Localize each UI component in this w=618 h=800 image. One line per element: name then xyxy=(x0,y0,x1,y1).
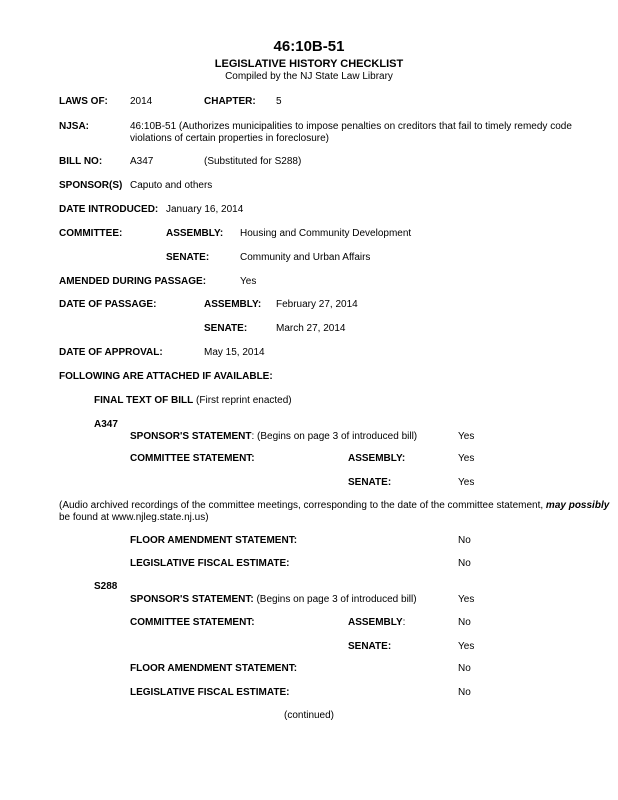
s288-assembly-colon: : xyxy=(402,617,406,628)
final-text-note: (First reprint enacted) xyxy=(196,395,292,406)
s288-floor-label: FLOOR AMENDMENT STATEMENT: xyxy=(130,663,298,674)
a347-sponsor-statement-label: SPONSOR'S STATEMENT xyxy=(130,431,252,442)
final-text-label: FINAL TEXT OF BILL xyxy=(94,395,194,406)
passage-assembly-label: ASSEMBLY: xyxy=(204,299,262,310)
a347-floor-label: FLOOR AMENDMENT STATEMENT: xyxy=(130,535,298,546)
s288-floor-value: No xyxy=(458,663,471,674)
bill-no-substituted: (Substituted for S288) xyxy=(204,156,302,167)
a347-assembly-value: Yes xyxy=(458,453,475,464)
s288-bill-label: S288 xyxy=(94,581,118,592)
a347-sponsor-statement-value: Yes xyxy=(458,431,475,442)
approval-value: May 15, 2014 xyxy=(204,347,265,358)
committee-senate-label: SENATE: xyxy=(166,252,210,263)
passage-assembly-value: February 27, 2014 xyxy=(276,299,358,310)
doc-title: LEGISLATIVE HISTORY CHECKLIST xyxy=(214,58,404,70)
a347-bill-label: A347 xyxy=(94,419,118,430)
s288-fiscal-label: LEGISLATIVE FISCAL ESTIMATE: xyxy=(130,687,290,698)
s288-senate-label: SENATE: xyxy=(348,641,392,652)
s288-assembly-value: No xyxy=(458,617,471,628)
a347-sponsor-statement xyxy=(130,431,417,443)
s288-sponsor-statement-note: (Begins on page 3 of introduced bill) xyxy=(253,594,417,605)
sponsors-value: Caputo and others xyxy=(130,180,213,191)
s288-sponsor-statement-value: Yes xyxy=(458,594,475,605)
s288-senate-value: Yes xyxy=(458,641,475,652)
a347-senate-label: SENATE: xyxy=(348,477,392,488)
bill-no-value: A347 xyxy=(130,156,154,167)
date-introduced-label: DATE INTRODUCED: xyxy=(59,204,159,215)
audio-note-line-2: be found at www.njleg.state.nj.us) xyxy=(59,512,209,523)
njsa-line-2: violations of certain properties in foreclosure) xyxy=(130,133,329,144)
njsa-label: NJSA: xyxy=(59,121,90,132)
chapter-label: CHAPTER: xyxy=(204,96,256,107)
s288-sponsor-statement xyxy=(130,594,417,606)
chapter-value: 5 xyxy=(276,96,282,107)
passage-senate-label: SENATE: xyxy=(204,323,248,334)
compiled-by: Compiled by the NJ State Law Library xyxy=(225,71,393,82)
laws-of-label: LAWS OF: xyxy=(59,96,108,107)
passage-label: DATE OF PASSAGE: xyxy=(59,299,157,310)
final-text-row xyxy=(94,395,292,407)
sponsors-label: SPONSOR(S) xyxy=(59,180,123,191)
statute-title: 46:10B-51 xyxy=(273,38,345,55)
a347-assembly-label: ASSEMBLY: xyxy=(348,453,406,464)
audio-note-line-1 xyxy=(59,500,609,512)
committee-senate-value: Community and Urban Affairs xyxy=(240,252,371,263)
audio-note-text: (Audio archived recordings of the committee meetings, corresponding to the date of the committee statement, xyxy=(59,500,546,511)
committee-label: COMMITTEE: xyxy=(59,228,123,239)
a347-fiscal-label: LEGISLATIVE FISCAL ESTIMATE: xyxy=(130,558,290,569)
amended-value: Yes xyxy=(240,276,257,287)
attached-heading: FOLLOWING ARE ATTACHED IF AVAILABLE: xyxy=(59,371,273,382)
a347-committee-statement-label: COMMITTEE STATEMENT: xyxy=(130,453,255,464)
passage-senate-value: March 27, 2014 xyxy=(276,323,346,334)
audio-note-emphasis: may possibly xyxy=(545,500,610,511)
s288-committee-statement-label: COMMITTEE STATEMENT: xyxy=(130,617,255,628)
laws-of-value: 2014 xyxy=(130,96,153,107)
amended-label: AMENDED DURING PASSAGE: xyxy=(59,276,207,287)
njsa-line-1: 46:10B-51 (Authorizes municipalities to impose penalties on creditors that fail to timely remedy code xyxy=(130,121,572,132)
committee-assembly-value: Housing and Community Development xyxy=(240,228,412,239)
a347-senate-value: Yes xyxy=(458,477,475,488)
s288-assembly-label: ASSEMBLY xyxy=(348,617,403,628)
approval-label: DATE OF APPROVAL: xyxy=(59,347,163,358)
s288-fiscal-value: No xyxy=(458,687,471,698)
date-introduced-value: January 16, 2014 xyxy=(166,204,244,215)
bill-no-label: BILL NO: xyxy=(59,156,103,167)
s288-sponsor-statement-label: SPONSOR'S STATEMENT: xyxy=(130,594,254,605)
s288-assembly xyxy=(348,617,405,629)
a347-sponsor-statement-note: : (Begins on page 3 of introduced bill) xyxy=(251,431,418,442)
continued-note: (continued) xyxy=(283,710,335,721)
committee-assembly-label: ASSEMBLY: xyxy=(166,228,224,239)
a347-fiscal-value: No xyxy=(458,558,471,569)
a347-floor-value: No xyxy=(458,535,471,546)
